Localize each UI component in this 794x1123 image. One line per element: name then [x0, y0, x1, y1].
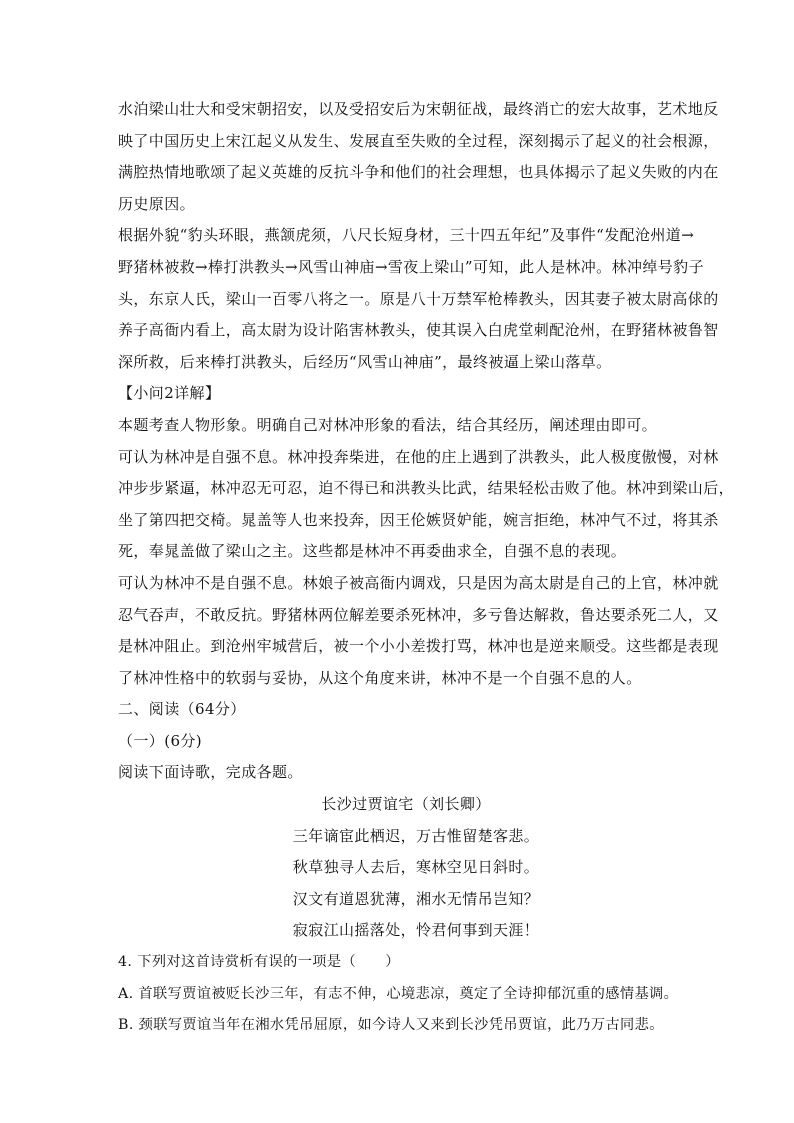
- paragraph-view-self-improving: [118, 442, 735, 568]
- paragraph-shuihu-summary: [118, 94, 719, 220]
- text-line: 映了中国历史上宋江起义从发生、发展直至失败的全过程，深刻揭示了起义的社会根源，: [118, 131, 719, 150]
- text-line: 养子高衙内看上，高太尉为设计陷害林教头，使其误入白虎堂刺配沧州，在野猪林被鲁智: [118, 321, 719, 340]
- paragraph-linchong-identity: [118, 220, 719, 378]
- poem-line: 汉文有道恩犹薄，湘水无情吊岂知？: [292, 889, 540, 908]
- text-line: 忍气吞声，不敢反抗。野猪林两位解差要杀死林冲，多亏鲁达解救，鲁达要杀死二人，又: [118, 605, 719, 624]
- text-line: 死，奉晁盖做了梁山之主。这些都是林冲不再委曲求全，自强不息的表现。: [118, 542, 627, 561]
- text-line: 头，东京人氏，梁山一百零八将之一。原是八十万禁军枪棒教头，因其妻子被太尉高俅的: [118, 289, 719, 308]
- text-line: 水泊梁山壮大和受宋朝招安，以及受招安后为宋朝征战，最终消亡的宏大故事，艺术地反: [118, 100, 719, 118]
- poem-title: 长沙过贾谊宅（刘长卿）: [321, 795, 491, 814]
- text-line: 深所救，后来棒打洪教头，后经历“风雪山神庙”，最终被逼上梁山落草。: [118, 352, 612, 371]
- question-stem: 4. 下列对这首诗赏析有误的一项是（ ）: [118, 954, 400, 971]
- paragraph-view-not-self-improving: [118, 568, 719, 694]
- text-line: 可认为林冲是自强不息。林冲投奔柴进，在他的庄上遇到了洪教头，此人极度傲慢，对林: [118, 447, 719, 466]
- option-a: A. 首联写贾谊被贬长沙三年，有志不伸，心境悲凉，奠定了全诗抑郁沉重的感情基调。: [118, 985, 679, 1002]
- text-line: 满腔热情地歌颂了起义英雄的反抗斗争和他们的社会理想，也具体揭示了起义失败的内在: [118, 163, 719, 182]
- text-line: 历史原因。: [118, 194, 196, 213]
- text-line: 冲步步紧逼，林冲忍无可忍，迫不得已和洪教头比武，结果轻松击败了他。林冲到梁山后，: [118, 479, 735, 498]
- option-b: B. 颈联写贾谊当年在湘水凭吊屈原，如今诗人又来到长沙凭吊贾谊，此乃万古同悲。: [118, 1017, 664, 1034]
- question-4: [118, 947, 679, 1042]
- poem-line: 三年谪宦此栖迟，万古惟留楚客悲。: [292, 826, 540, 845]
- instruction: 阅读下面诗歌，完成各题。: [118, 763, 303, 782]
- text-line: 野猪林被救→棒打洪教头→风雪山神庙→雪夜上梁山”可知，此人是林冲。林冲绰号豹子: [118, 257, 704, 276]
- text-line: 是林冲阻止。到沧州牢城营后，被一个小小差拨打骂，林冲也是逆来顺受。这些都是表现: [118, 637, 719, 656]
- text-line: 坐了第四把交椅。晁盖等人也来投奔，因王伦嫉贤妒能，婉言拒绝，林冲气不过，将其杀: [118, 510, 719, 529]
- poem-line: 秋草独寻人去后，寒林空见日斜时。: [292, 858, 540, 877]
- poem-line: 寂寂江山摇落处，怜君何事到天涯！: [292, 921, 540, 940]
- question-2-heading: 【小问2详解】: [118, 384, 221, 403]
- poem: [118, 789, 674, 947]
- text-line: 根据外貌“豹头环眼，燕颔虎须，八尺长短身材，三十四五年纪”及事件“发配沧州道→: [118, 226, 695, 245]
- subsection-title: （一）(6分): [118, 731, 203, 750]
- paragraph-q2-intro: 本题考查人物形象。明确自己对林冲形象的看法，结合其经历，阐述理由即可。: [118, 415, 658, 434]
- text-line: 了林冲性格中的软弱与妥协，从这个角度来讲，林冲不是一个自强不息的人。: [118, 668, 642, 687]
- section-title: 二、阅读（64分）: [118, 700, 246, 719]
- text-line: 可认为林冲不是自强不息。林娘子被高衙内调戏，只是因为高太尉是自己的上官，林冲就: [118, 573, 719, 592]
